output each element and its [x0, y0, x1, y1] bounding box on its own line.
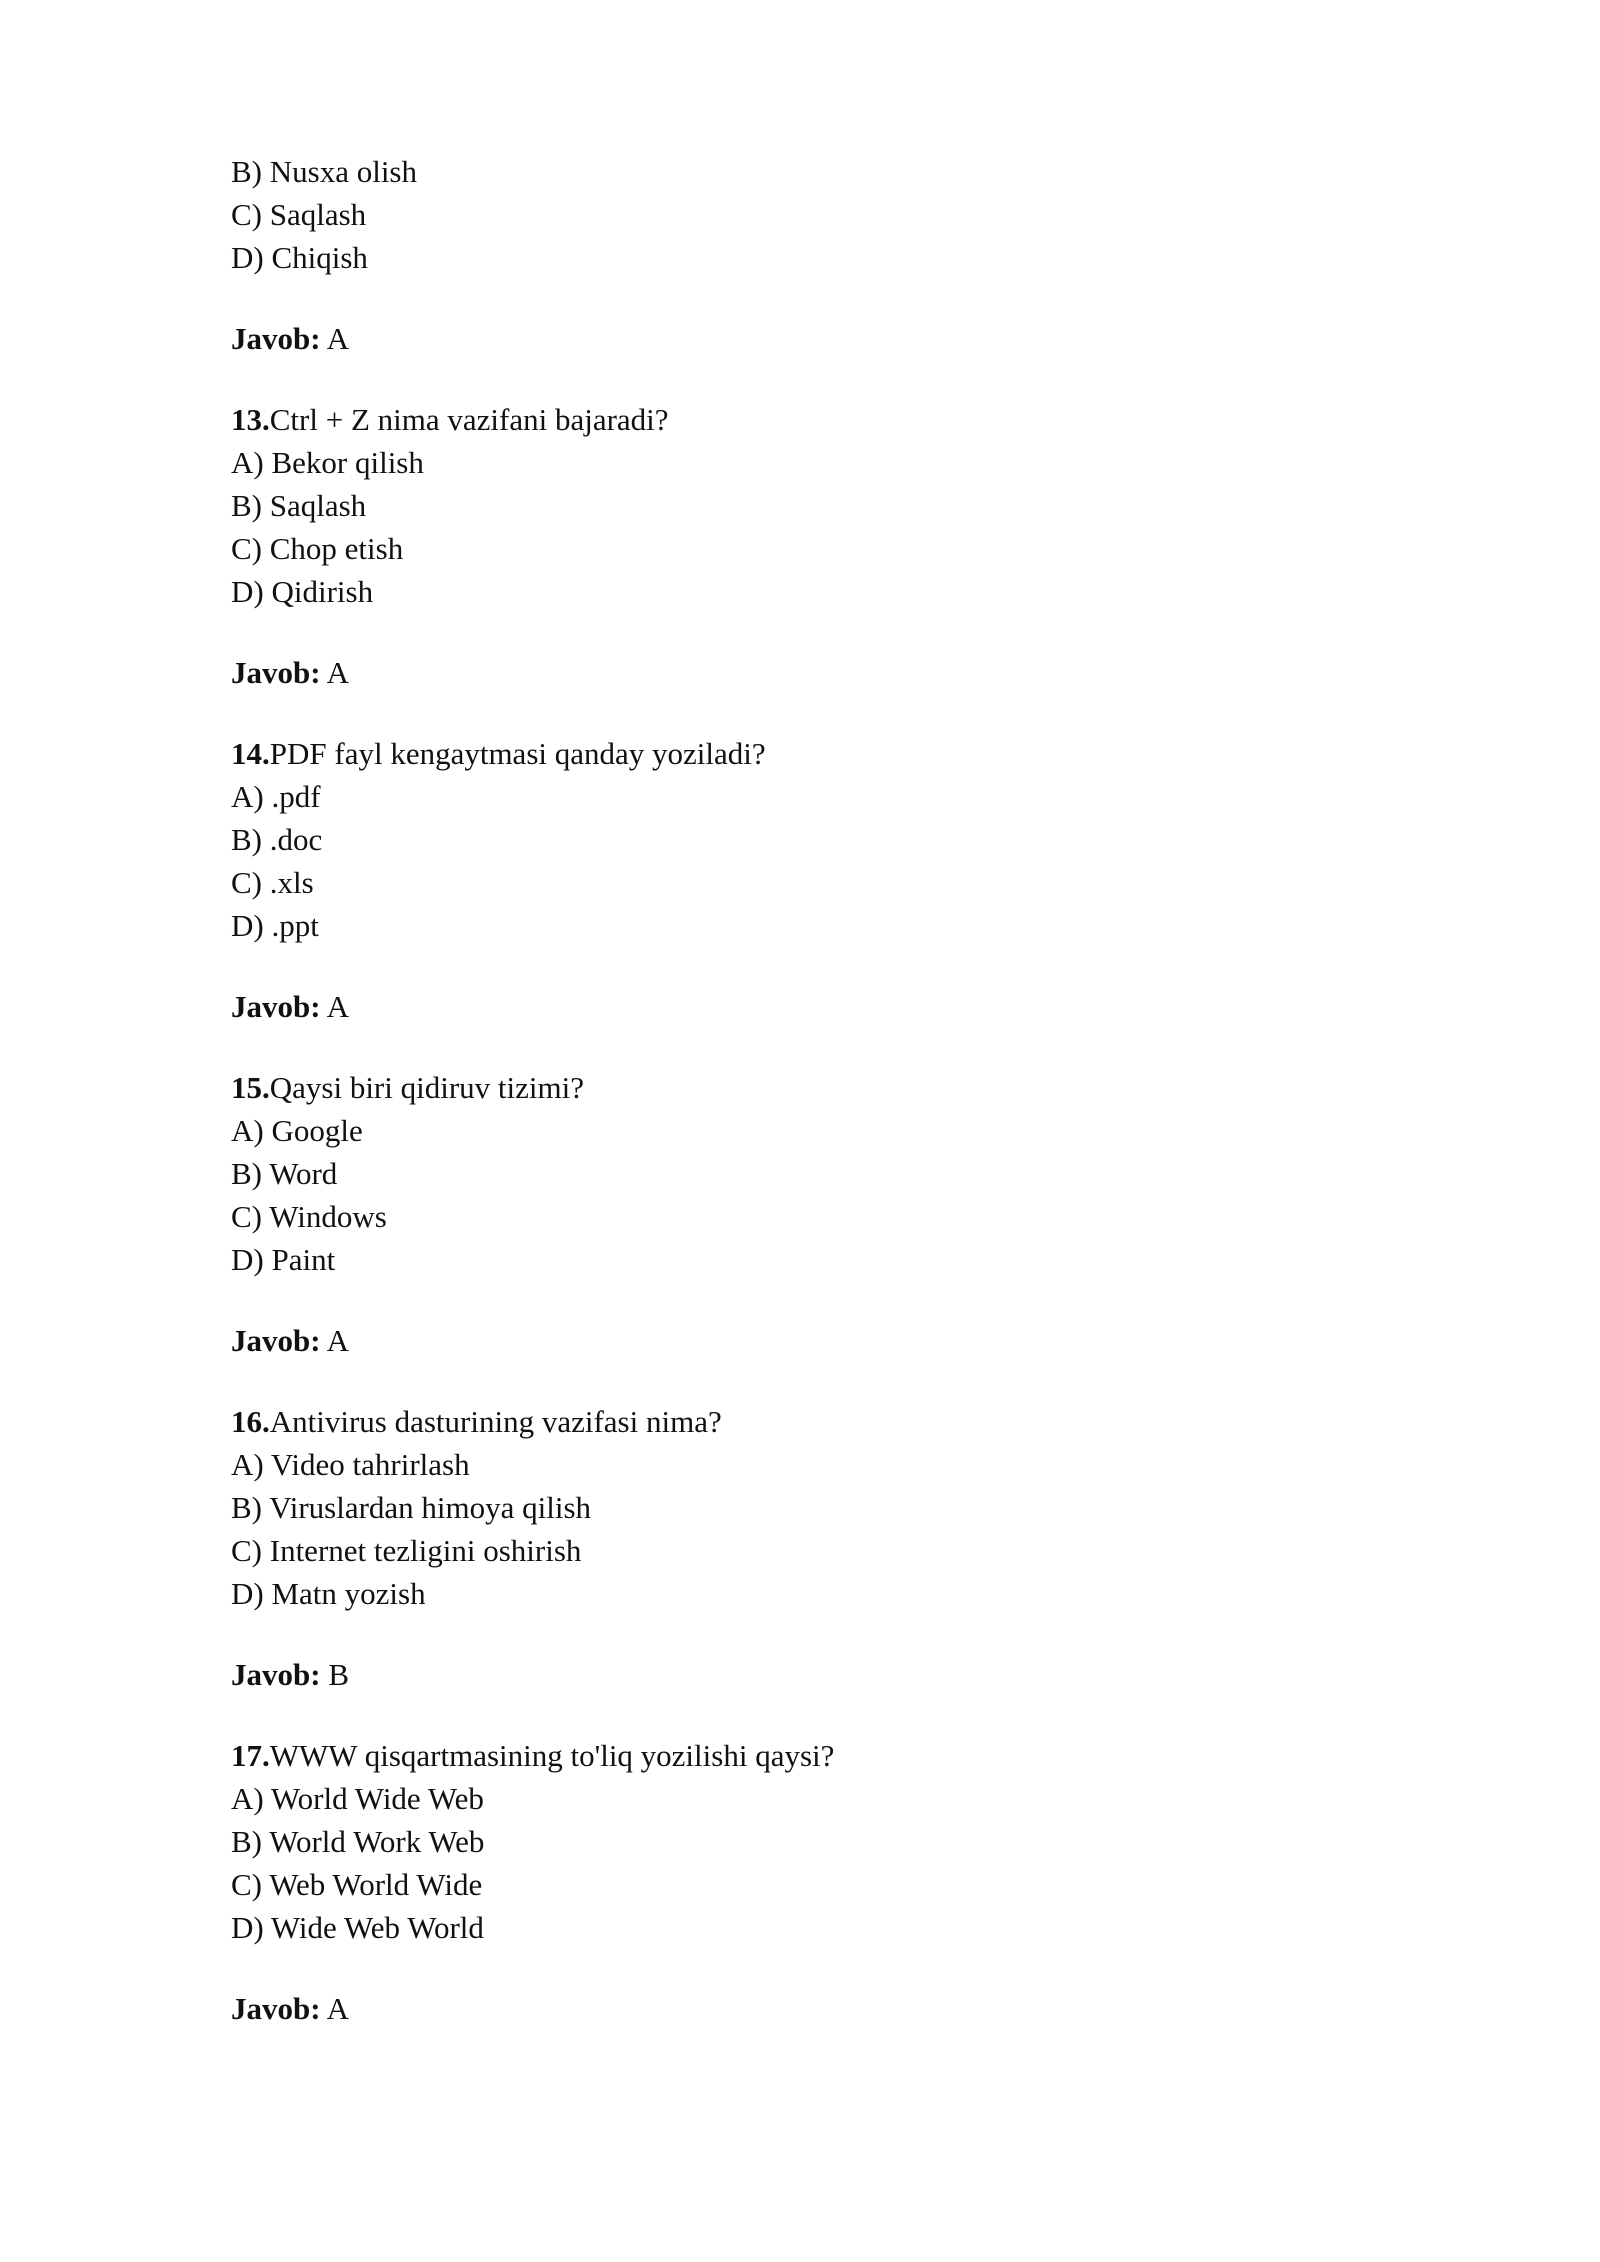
question-16 — [231, 1400, 1381, 1734]
option-c: C) Chop etish — [231, 531, 404, 566]
question-title — [231, 1066, 1381, 1109]
spacer — [231, 1028, 1381, 1066]
question-13 — [231, 398, 1381, 732]
question-12-continuation — [231, 150, 1381, 398]
question-17 — [231, 1734, 1381, 2030]
option-b: B) Viruslardan himoya qilish — [231, 1490, 592, 1525]
option-b: B) Nusxa olish — [231, 154, 417, 189]
question-text: Antivirus dasturining vazifasi nima? — [269, 1404, 722, 1439]
question-title — [231, 1400, 1381, 1443]
answer-label: Javob: — [231, 989, 321, 1024]
option-b: B) Saqlash — [231, 488, 367, 523]
question-number: 17. — [231, 1738, 270, 1773]
spacer — [231, 613, 1381, 651]
answer-value: A — [320, 989, 350, 1024]
option-c: C) .xls — [231, 865, 314, 900]
option-d: D) .ppt — [231, 908, 319, 943]
answer-value: B — [320, 1657, 350, 1692]
question-text: PDF fayl kengaytmasi qanday yoziladi? — [269, 736, 766, 771]
option-c: C) Internet tezligini oshirish — [231, 1533, 582, 1568]
spacer — [231, 279, 1381, 317]
spacer — [231, 1696, 1381, 1734]
answer-value: A — [320, 1991, 350, 2026]
question-text: Ctrl + Z nima vazifani bajaradi? — [269, 402, 669, 437]
spacer — [231, 1615, 1381, 1653]
option-a: A) Bekor qilish — [231, 445, 424, 480]
option-b: B) .doc — [231, 822, 323, 857]
question-title — [231, 398, 1381, 441]
option-a: A) World Wide Web — [231, 1781, 484, 1816]
question-title — [231, 732, 1381, 775]
answer-line — [231, 1653, 1381, 1696]
spacer — [231, 1949, 1381, 1987]
question-number: 16. — [231, 1404, 270, 1439]
answer-label: Javob: — [231, 1657, 321, 1692]
answer-label: Javob: — [231, 1991, 321, 2026]
option-b: B) World Work Web — [231, 1824, 485, 1859]
answer-label: Javob: — [231, 1323, 321, 1358]
option-d: D) Chiqish — [231, 240, 368, 275]
answer-value: A — [320, 1323, 350, 1358]
answer-line — [231, 317, 1381, 360]
option-c: C) Web World Wide — [231, 1867, 483, 1902]
spacer — [231, 360, 1381, 398]
option-d: D) Wide Web World — [231, 1910, 484, 1945]
option-b: B) Word — [231, 1156, 338, 1191]
option-c: C) Saqlash — [231, 197, 367, 232]
answer-label: Javob: — [231, 321, 321, 356]
answer-value: A — [320, 655, 350, 690]
answer-line — [231, 1987, 1381, 2030]
answer-line — [231, 985, 1381, 1028]
spacer — [231, 947, 1381, 985]
question-number: 15. — [231, 1070, 270, 1105]
spacer — [231, 694, 1381, 732]
option-d: D) Paint — [231, 1242, 336, 1277]
option-a: A) .pdf — [231, 779, 321, 814]
spacer — [231, 1281, 1381, 1319]
answer-line — [231, 651, 1381, 694]
answer-line — [231, 1319, 1381, 1362]
option-d: D) Qidirish — [231, 574, 374, 609]
question-title — [231, 1734, 1381, 1777]
option-a: A) Google — [231, 1113, 363, 1148]
option-d: D) Matn yozish — [231, 1576, 426, 1611]
spacer — [231, 1362, 1381, 1400]
answer-label: Javob: — [231, 655, 321, 690]
question-15 — [231, 1066, 1381, 1400]
answer-value: A — [320, 321, 350, 356]
option-c: C) Windows — [231, 1199, 387, 1234]
option-a: A) Video tahrirlash — [231, 1447, 470, 1482]
question-number: 14. — [231, 736, 270, 771]
question-text: WWW qisqartmasining to'liq yozilishi qaysi? — [269, 1738, 835, 1773]
quiz-content — [231, 150, 1381, 2030]
question-number: 13. — [231, 402, 270, 437]
question-14 — [231, 732, 1381, 1066]
question-text: Qaysi biri qidiruv tizimi? — [269, 1070, 585, 1105]
